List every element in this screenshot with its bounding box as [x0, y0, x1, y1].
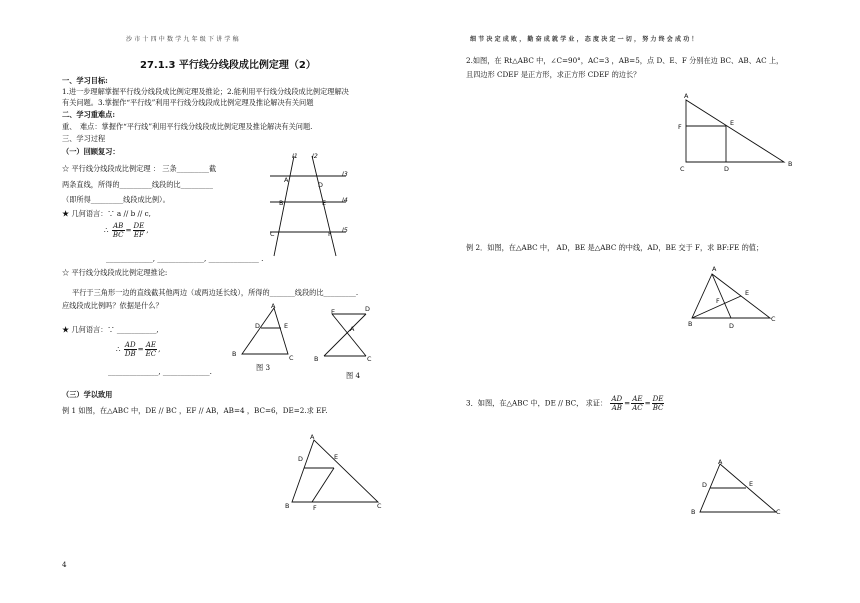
ex1-label-f: F: [313, 504, 317, 512]
label-b: B: [279, 199, 284, 207]
label-f: F: [328, 230, 332, 238]
fraction-de-ef: [133, 222, 146, 239]
example-2: 例 2．如图，在△ABC 中， AD，BE 是△ABC 的中线，AD，BE 交于 F，求 BF:FE 的值；: [466, 243, 764, 252]
geo-language-2: ★ 几何语言：∵ ___________,: [62, 325, 159, 334]
geo-language-1: ★ 几何语言：∵ a // b // c,: [62, 209, 151, 218]
fig3-label-e: E: [284, 322, 289, 330]
page-title: 27.1.3 平行线分线段成比例定理（2）: [140, 60, 316, 71]
fig3-label-c: C: [289, 354, 294, 362]
goals-line-2: 有关问题。3.掌握作“平行线”利用平行线分线段成比例定理及推论解决有关问题: [62, 98, 314, 107]
fig3-label-d: D: [255, 322, 260, 330]
ex2-label-b: B: [688, 320, 693, 328]
label-e: E: [322, 199, 327, 207]
process-heading: 三、学习过程: [62, 134, 106, 143]
label-c: C: [270, 230, 275, 238]
ex2-label-f: F: [716, 297, 720, 305]
figure-3-caption: 图 3: [256, 363, 271, 372]
numerator: AE: [145, 341, 156, 349]
fig4-label-c: C: [367, 355, 372, 363]
fraction-de-bc: [652, 395, 665, 412]
label-d: D: [318, 181, 323, 189]
label-l1: l1: [292, 152, 298, 160]
ex2-label-e: E: [745, 289, 750, 297]
numerator: AB: [113, 222, 124, 230]
ex1-label-b: B: [285, 502, 290, 510]
fraction-ae-ec: [145, 341, 157, 358]
label-l3: l3: [342, 170, 348, 178]
ex2-label-a: A: [712, 265, 717, 273]
question-2-line-2: 且四边形 CDEF 是正方形，求正方形 CDEF 的边长？: [466, 70, 641, 79]
key-line: 重、 难点：掌握作“平行线”利用平行线分线段成比例定理及推论解决有关问题.: [62, 122, 313, 131]
fraction-equation-2: ∴ $\frac{AD}{DB}$ = $\frac{AE}{EC}$ ,: [116, 341, 161, 358]
q2-label-d: D: [724, 165, 729, 173]
numerator: AD: [124, 341, 136, 349]
denominator: BC: [652, 404, 664, 412]
fraction-ad-db: [124, 341, 137, 358]
fraction-ab-bc: [112, 222, 125, 239]
left-header: 沙市十四中数学九年级下讲学稿: [126, 36, 241, 43]
fraction-ae-ac: [631, 395, 643, 412]
theorem-line-1: ☆ 平行线分线段成比例定理 ： 三条_________截: [62, 164, 217, 173]
q3-label-b: B: [691, 508, 696, 516]
therefore-symbol: ∴: [104, 225, 109, 235]
q3-label-c: C: [776, 508, 781, 516]
corollary-heading: ☆ 平行线分线段成比例定理推论:: [62, 268, 168, 277]
q2-label-c: C: [680, 165, 685, 173]
question-3-figure: [696, 462, 786, 522]
numerator: AE: [632, 395, 643, 403]
label-l5: l5: [342, 226, 348, 234]
numerator: AD: [611, 395, 623, 403]
denominator: AB: [611, 404, 622, 412]
goals-line-1: 1.进一步理解掌握平行线分线段成比例定理及推论；2.能利用平行线分线段成比例定理解决: [62, 87, 349, 96]
review-heading: （一）回顾复习：: [62, 147, 120, 156]
goals-heading: 一、学习目标:: [62, 76, 108, 85]
fig4-label-d: D: [365, 305, 370, 313]
fig3-label-b: B: [232, 350, 237, 358]
ex1-label-a: A: [310, 433, 315, 441]
q2-label-e: E: [730, 119, 735, 127]
example-1-figure: [288, 436, 388, 508]
denominator: EF: [133, 231, 144, 239]
denominator: BC: [112, 231, 124, 239]
q2-label-b: B: [788, 160, 793, 168]
fraction-ad-ab: [610, 395, 623, 412]
right-header: 细节决定成败，勤奋成就学业，态度决定一切，努力终会成功！: [470, 36, 700, 43]
therefore-symbol: ∴: [116, 344, 121, 354]
question-3-text: 3．如图，在△ABC 中，DE // BC， 求证：: [466, 398, 608, 408]
blank-lines-2: ______________, _____________.: [108, 367, 212, 376]
ex1-label-c: C: [377, 502, 382, 510]
figure-4-caption: 图 4: [346, 371, 361, 380]
q2-label-f: F: [678, 123, 682, 131]
ex1-label-d: D: [298, 455, 303, 463]
blank-lines-1: _____________, _____________, ______________ .: [106, 254, 264, 263]
corollary-line-1: 平行于三角形一边的直线截其他两边（或两边延长线），所得的_______线段的比_________.: [72, 288, 359, 297]
denominator: EC: [145, 350, 157, 358]
question-3: 3．如图，在△ABC 中，DE // BC， 求证： $\frac{AD}{AB}$ = $\frac{AE}{AC}$ = $\frac{DE}{BC}$: [466, 395, 664, 412]
apply-heading: （三）学以致用: [62, 390, 113, 399]
label-l2: l2: [312, 152, 318, 160]
q3-label-a: A: [718, 458, 723, 466]
fig4-label-a: A: [350, 325, 355, 333]
denominator: AC: [632, 404, 643, 412]
example-1: 例 1 如图，在△ABC 中，DE // BC ，EF // AB，AB=4 ，BC=6，DE=2.求 EF.: [62, 406, 328, 415]
ex2-label-d: D: [729, 322, 734, 330]
label-a: A: [284, 176, 289, 184]
fig4-label-e: E: [331, 308, 336, 316]
numerator: DE: [133, 222, 145, 230]
fraction-equation-1: ∴ $\frac{AB}{BC}$ = $\frac{DE}{EF}$ ,: [104, 222, 149, 239]
theorem-line-3: （即所得_________线段成比例）。: [62, 195, 170, 204]
theorem-line-2: 两条直线，所得的_________线段的比_________: [62, 180, 213, 189]
figure-4: [318, 306, 388, 366]
q3-label-d: D: [702, 481, 707, 489]
key-heading: 二、学习重难点:: [62, 110, 115, 119]
denominator: DB: [124, 350, 136, 358]
question-2-line-1: 2.如图，在 Rt△ABC 中，∠C=90°，AC=3 ，AB=5，点 D、E、F 分别在边 BC、AB、AC 上，: [466, 56, 784, 65]
question-2-figure: [684, 98, 794, 168]
figure-3: [236, 304, 306, 364]
page-number: 4: [62, 560, 67, 569]
corollary-line-2: 应线段成比例吗？依据是什么？: [62, 301, 163, 310]
q2-label-a: A: [684, 92, 689, 100]
label-l4: l4: [342, 196, 348, 204]
numerator: DE: [652, 395, 664, 403]
ex1-label-e: E: [334, 453, 339, 461]
ex2-label-c: C: [771, 315, 776, 323]
q3-label-e: E: [749, 480, 754, 488]
parallel-lines-figure: [262, 150, 352, 260]
fig3-label-a: A: [271, 302, 276, 310]
fig4-label-b: B: [314, 355, 319, 363]
